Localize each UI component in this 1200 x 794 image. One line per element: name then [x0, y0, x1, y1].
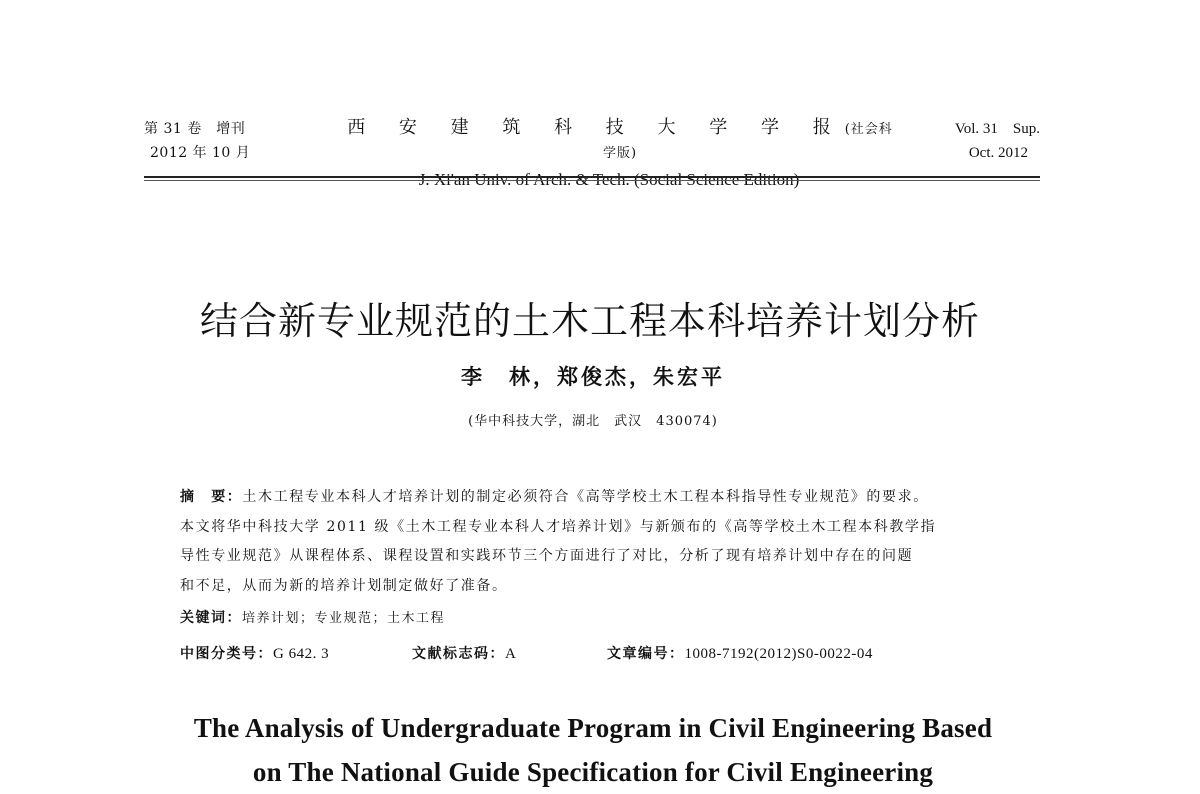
- article-no-value: 1008-7192(2012)S0-0022-04: [684, 646, 873, 662]
- header-issue-cn: [144, 117, 250, 165]
- journal-name: [324, 117, 894, 195]
- volume-en: Vol. 31 Sup.: [954, 121, 1040, 137]
- abstract-line: 导性专业规范》从课程体系、课程设置和实践环节三个方面进行了对比，分析了现有培养计划中存在的问题: [180, 548, 914, 564]
- article-number: [607, 641, 873, 667]
- header-rule-thin: [144, 180, 1040, 181]
- article-title-cn: 结合新专业规范的土木工程本科培养计划分析: [199, 299, 980, 344]
- header-issue-en: [955, 117, 1040, 165]
- title-en-line-1: The Analysis of Undergraduate Program in Civil Engineering Based: [193, 713, 993, 743]
- journal-title-cn: 西 安 建 筑 科 技 大 学 学 报: [347, 117, 845, 138]
- document-code: [412, 641, 516, 667]
- keywords-value: 培养计划；专业规范；土木工程: [242, 611, 446, 626]
- abstract-line: [180, 483, 1010, 513]
- abstract-line: 和不足，从而为新的培养计划制定做好了准备。: [180, 577, 508, 594]
- date-en: Oct. 2012: [968, 145, 1028, 161]
- doc-code-value: A: [505, 646, 517, 662]
- title-en-line-2: on The National Guide Specification for Civil Engineering: [252, 757, 934, 787]
- volume-cn: 第 31 卷 增刊: [144, 121, 246, 137]
- abstract-label: 摘 要：: [180, 489, 243, 505]
- article-no-label: 文章编号：: [607, 646, 685, 662]
- doc-code-label: 文献标志码：: [412, 646, 505, 662]
- clc-value: G 642. 3: [273, 646, 330, 662]
- affiliation: (华中科技大学，湖北 武汉 430074): [468, 414, 718, 429]
- classification-row: [180, 641, 1020, 667]
- journal-edition-cn: (社会科学版): [602, 122, 893, 161]
- keywords: [180, 606, 445, 631]
- journal-name-cn: [324, 117, 894, 165]
- abstract-text: 土木工程专业本科人才培养计划的制定必须符合《高等学校土木工程本科指导性专业规范》的要求。: [242, 489, 929, 505]
- header-rule-thick: [144, 176, 1040, 178]
- abstract: [180, 483, 1010, 601]
- keywords-label: 关键词：: [180, 610, 242, 626]
- clc-number: [180, 641, 329, 667]
- date-cn: 2012 年 10 月: [150, 145, 251, 161]
- clc-label: 中图分类号：: [180, 646, 273, 662]
- running-header: [144, 117, 1040, 169]
- abstract-line: 本文将华中科技大学 2011 级《土木工程专业本科人才培养计划》与新颁布的《高等学校土木工程本科教学指: [180, 518, 937, 535]
- author-list: 李 林，郑俊杰，朱宏平: [461, 364, 725, 389]
- article-title-en: [0, 706, 1186, 794]
